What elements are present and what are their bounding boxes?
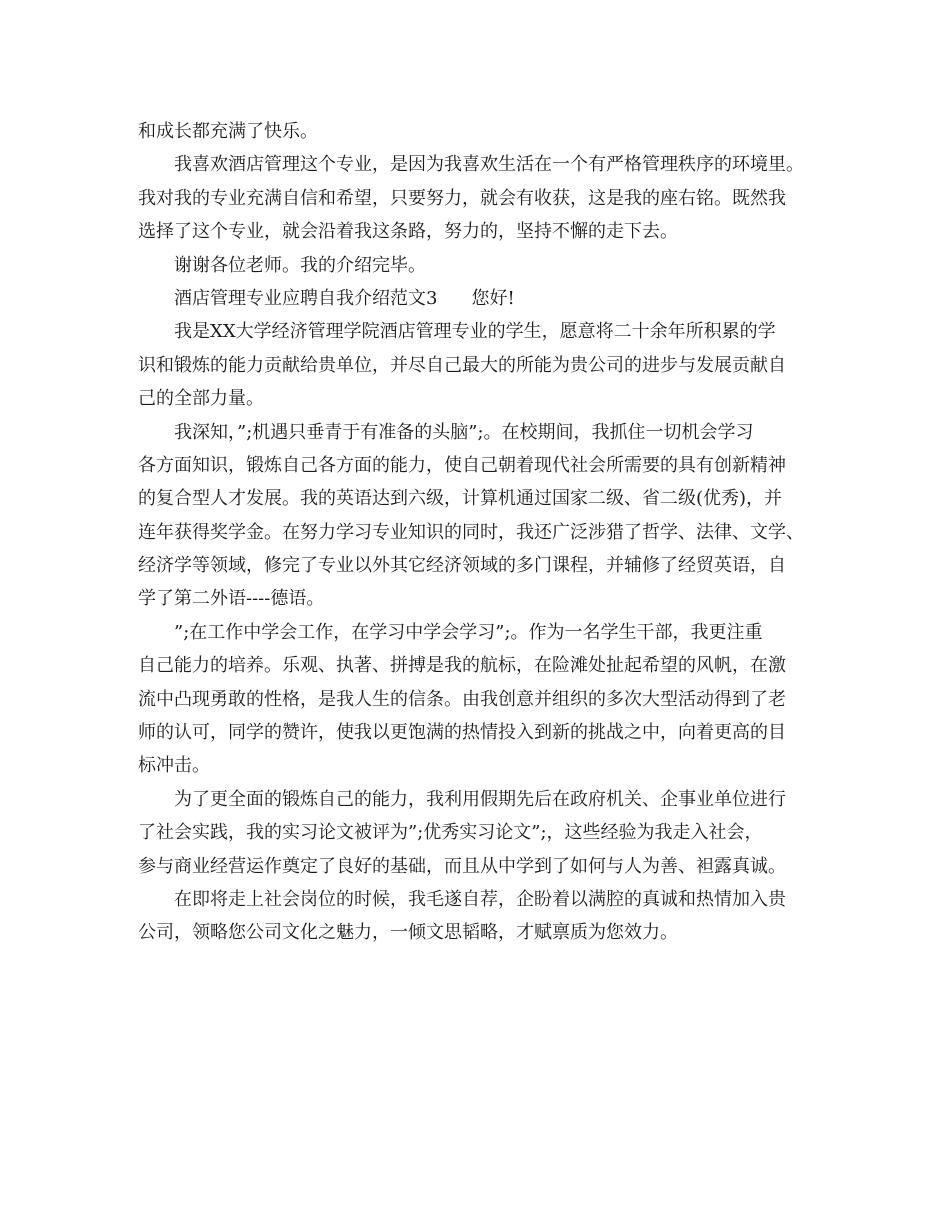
paragraph-line: 我对我的专业充满自信和希望，只要努力，就会有收获，这是我的座右铭。既然我: [138, 187, 786, 209]
section-heading-line: [138, 283, 818, 314]
paragraph-line: 流中凸现勇敢的性格，是我人生的信条。由我创意并组织的多次大型活动得到了老: [138, 688, 786, 710]
section-heading: 酒店管理专业应聘自我介绍范文3: [174, 287, 438, 309]
greeting: 您好!: [471, 287, 515, 309]
paragraph-line: 识和锻炼的能力贡献给贵单位，并尽自己最大的所能为贵公司的进步与发展贡献自: [138, 354, 786, 376]
paragraph-line: 谢谢各位老师。我的介绍完毕。: [174, 254, 426, 276]
paragraph-line: 学了第二外语----德语。: [138, 588, 325, 610]
paragraph-line: 为了更全面的锻炼自己的能力，我利用假期先后在政府机关、企事业单位进行: [174, 788, 786, 810]
paragraph-line: 参与商业经营运作奠定了良好的基础，而且从中学到了如何与人为善、袒露真诚。: [138, 855, 786, 877]
paragraph-line: 自己能力的培养。乐观、执著、拼搏是我的航标，在险滩处扯起希望的风帆，在激: [138, 655, 786, 677]
paragraph-line: ”;在工作中学会工作，在学习中学会学习”;。作为一名学生干部，我更注重: [174, 621, 763, 643]
paragraph-line: 的复合型人才发展。我的英语达到六级，计算机通过国家二级、省二级(优秀)，并: [138, 488, 783, 510]
paragraph-line: 经济学等领域，修完了专业以外其它经济领域的多门课程，并辅修了经贸英语，自: [138, 555, 786, 577]
paragraph-line: 了社会实践，我的实习论文被评为”;优秀实习论文”;，这些经验为我走入社会，: [138, 822, 763, 844]
document-body: [138, 116, 818, 951]
paragraph-line: 己的全部力量。: [138, 388, 264, 410]
paragraph-line: 师的认可，同学的赞许，使我以更饱满的热情投入到新的挑战之中，向着更高的目: [138, 722, 786, 744]
paragraph-line: 公司，领略您公司文化之魅力，一倾文思韬略，才赋禀质为您效力。: [138, 922, 678, 944]
paragraph-line: 标冲击。: [138, 755, 210, 777]
paragraph-line: 我是XX大学经济管理学院酒店管理专业的学生，愿意将二十余年所积累的学: [174, 321, 776, 343]
paragraph-line: 我深知，”;机遇只垂青于有准备的头脑”;。在校期间，我抓住一切机会学习: [174, 421, 754, 443]
paragraph-line: 各方面知识，锻炼自己各方面的能力，使自己朝着现代社会所需要的具有创新精神: [138, 454, 786, 476]
paragraph-line: 在即将走上社会岗位的时候，我毛遂自荐，企盼着以满腔的真诚和热情加入贵: [174, 888, 786, 910]
paragraph-line: 选择了这个专业，就会沿着我这条路，努力的，坚持不懈的走下去。: [138, 221, 678, 243]
paragraph-line: 我喜欢酒店管理这个专业，是因为我喜欢生活在一个有严格管理秩序的环境里。: [174, 154, 804, 176]
paragraph-line: 连年获得奖学金。在努力学习专业知识的同时，我还广泛涉猎了哲学、法律、文学、: [138, 521, 804, 543]
paragraph-line: 和成长都充满了快乐。: [138, 121, 318, 142]
